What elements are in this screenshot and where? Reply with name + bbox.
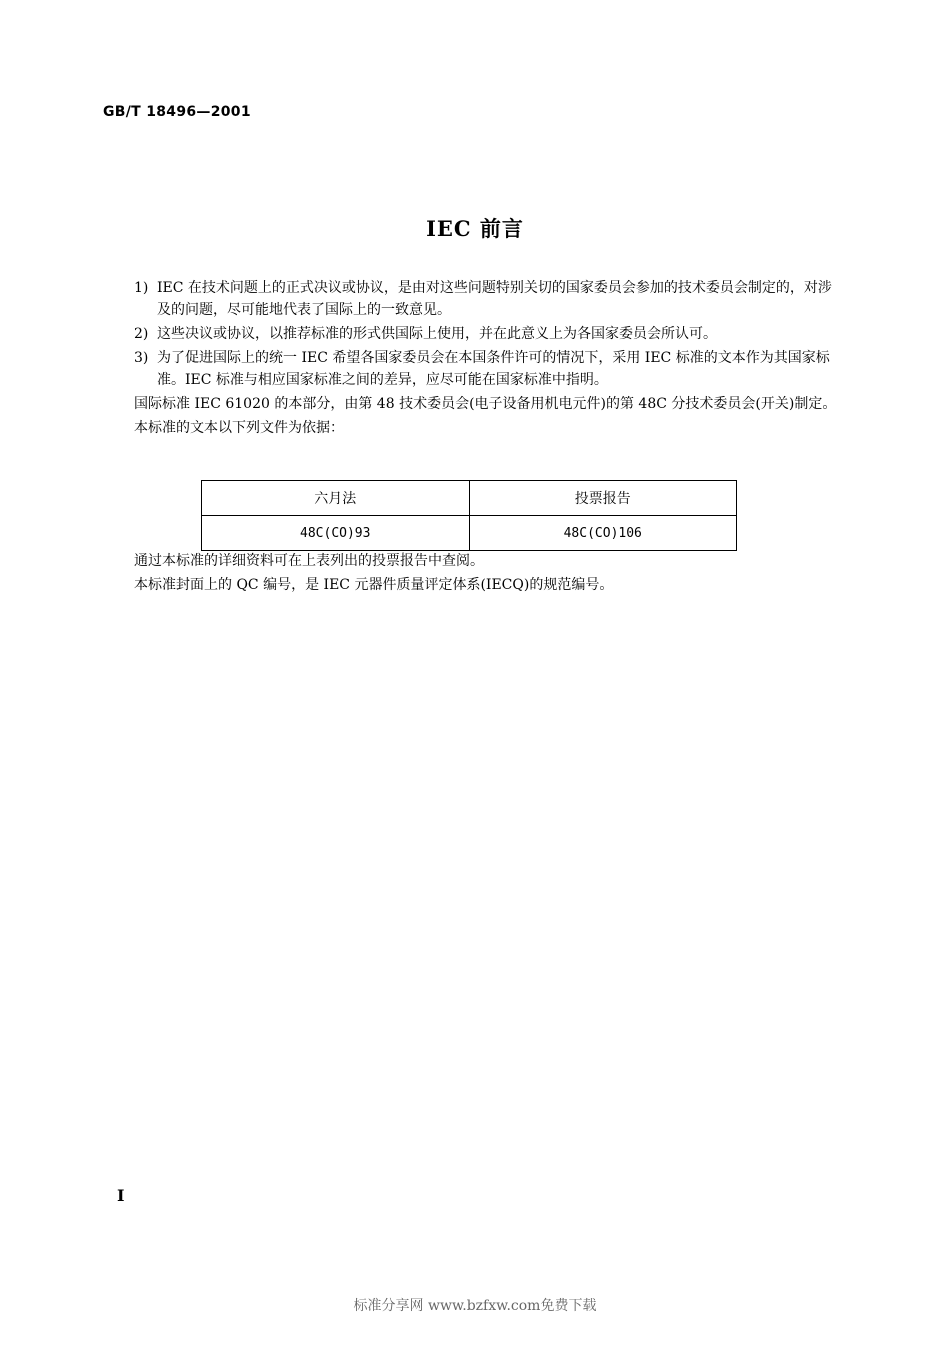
footer-watermark: 标准分享网 www.bzfxw.com免费下载	[353, 1298, 597, 1314]
table-header-row	[202, 481, 737, 516]
list-item	[102, 277, 842, 321]
paragraph-basis: 本标准的文本以下列文件为依据：	[134, 420, 344, 436]
table-cell: 48C(CO)93	[202, 516, 470, 551]
document-code: GB/T 18496—2001	[103, 104, 251, 120]
list-item-text: 为了促进国际上的统一 IEC 希望各国家委员会在本国条件许可的情况下，采用 IEC 标准的文本作为其国家标准。IEC 标准与相应国家标准之间的差异，应尽可能在国家标准中指明。	[157, 350, 830, 388]
list-item	[102, 347, 842, 391]
page-title: IEC 前言	[426, 216, 524, 241]
paragraph-qc-number: 本标准封面上的 QC 编号，是 IEC 元器件质量评定体系(IECQ)的规范编号。	[134, 577, 614, 593]
paragraph-committee: 国际标准 IEC 61020 的本部分，由第 48 技术委员会(电子设备用机电元件)的第 48C 分技术委员会(开关)制定。	[134, 396, 837, 412]
page-number: I	[117, 1186, 125, 1205]
body-text-after-table	[102, 550, 842, 598]
voting-table	[201, 480, 737, 551]
paragraph-details: 通过本标准的详细资料可在上表列出的投票报告中查阅。	[134, 553, 484, 569]
list-item-number: 2)	[134, 326, 149, 342]
list-item-text: 这些决议或协议，以推荐标准的形式供国际上使用，并在此意义上为各国家委员会所认可。	[157, 326, 717, 342]
table-header-cell: 投票报告	[469, 481, 737, 516]
table-header-cell: 六月法	[202, 481, 470, 516]
table-row	[202, 516, 737, 551]
body-text	[102, 277, 842, 441]
list-item-number: 3)	[134, 350, 149, 366]
list-item	[102, 323, 842, 345]
table-cell: 48C(CO)106	[469, 516, 737, 551]
list-item-text: IEC 在技术问题上的正式决议或协议，是由对这些问题特别关切的国家委员会参加的技术委员会制定的，对涉及的问题，尽可能地代表了国际上的一致意见。	[157, 280, 832, 318]
list-item-number: 1)	[134, 280, 149, 296]
